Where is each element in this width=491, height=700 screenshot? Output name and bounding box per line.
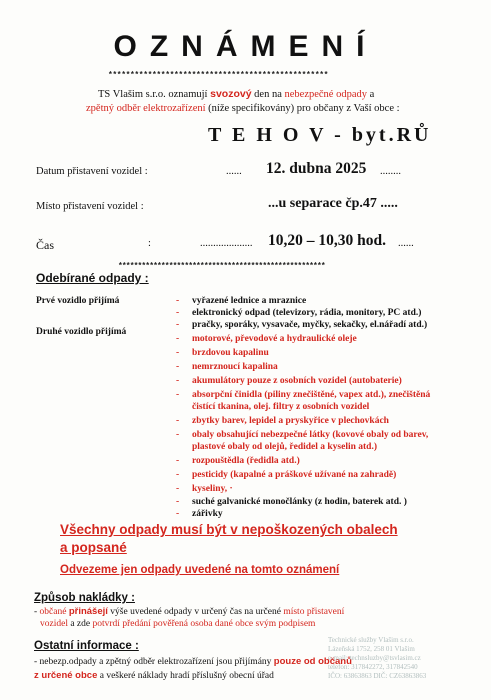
intro-rest: (níže specifikovány) pro občany z Vaší obce : [205,103,400,114]
notice-packaging-line-1: Všechny odpady musí být v nepoškozených obalech [60,522,398,537]
time-dots: .................... [200,238,253,249]
intro-company: TS Vlašim s.r.o. oznamují [98,89,211,100]
list-item: - akumulátory pouze z osobních vozidel (autobaterie) [176,376,402,386]
intro-line-1 [98,88,374,100]
list-item: - vyřazené lednice a mraznice [176,296,307,306]
location-value: ...u separace čp.47 ..... [268,196,398,211]
intro-svozovy: svozový [210,88,252,100]
vehicle2-label: Druhé vozidlo přijímá [36,327,127,337]
time-colon: : [148,238,151,249]
loading-line-1: - občané přinášejí výše uvedené odpady v určený čas na určené místo přistavení [34,606,345,617]
other-header: Ostatní informace : [34,640,139,652]
date-tail: ........ [380,166,401,177]
list-item: - brzdovou kapalinu [176,348,269,358]
intro-nebezpecne: nebezpečné odpady [284,89,367,100]
list-item: - rozpouštědla (ředidla atd.) [176,456,300,466]
list-item: - zbytky barev, lepidel a pryskyřice v plechovkách [176,416,389,426]
company-stamp: Technické služby Vlašim s.r.o. Lázeňská 1752, 258 01 Vlašim e-mail: technsluzby@tsvlasim.cz telefon: 317842272, 317842540 IČO: 63863863 DIČ: CZ63863863 [328,636,427,680]
notice-packaging-line-2: a popsané [60,540,127,555]
list-item-continued: plastové obaly od olejů, ředidel a kyselin atd.) [192,442,377,452]
intro-zpetny: zpětný odběr elektrozařízení [86,103,206,114]
list-item: - motorové, převodové a hydraulické oleje [176,334,357,344]
waste-header: Odebírané odpady : [36,271,149,285]
list-item: - pesticidy (kapalné a práškové užívané na zahradě) [176,470,397,480]
time-value: 10,20 – 10,30 hod. [268,232,386,249]
intro-a: a [367,89,375,100]
loading-header: Způsob nakládky : [34,592,135,604]
list-item: - obaly obsahující nebezpečné látky (kovové obaly od barev, [176,430,429,440]
list-item: - absorpční činidla (piliny znečištěné, vapex atd.), znečištěná [176,390,431,400]
intro-line-2 [86,103,400,114]
list-item: - nemrznoucí kapalina [176,362,278,372]
list-item: - kyseliny, · [176,484,233,494]
star-divider-top: ************************************************** [108,71,329,80]
location-label: Místo přistavení vozidel : [36,201,144,212]
notice-only-listed: Odvezeme jen odpady uvedené na tomto oznámení [60,564,340,576]
place-name: T E H O V - byt.RŮ [208,124,432,146]
time-tail: ...... [398,238,414,249]
loading-line-2: vozidel a zde potvrdí předání pověřená osoba dané obce svým podpisem [40,619,316,629]
list-item: - elektronický odpad (televizory, rádia, monitory, PC atd.) [176,308,422,318]
time-label: Čas [36,238,54,252]
date-label: Datum přistavení vozidel : [36,166,148,177]
page-title: OZNÁMENÍ [113,30,378,63]
list-item: - pračky, sporáky, vysavače, myčky, sekačky, el.nářadí atd.) [176,320,428,330]
star-divider-mid: ***************************************************** [118,262,325,271]
other-line-2: z určené obce a veškeré náklady hradí příslušný obecní úřad [34,670,274,681]
intro-den-na: den na [251,89,285,100]
other-line-1: - nebezp.odpady a zpětný odběr elektrozařízení jsou přijímány pouze od občanů [34,656,352,667]
vehicle1-label: Prvé vozidlo přijímá [36,296,120,306]
date-value: 12. dubna 2025 [266,160,367,177]
list-item-continued: čistící tkanina, olej. filtry z osobních vozidel [192,402,370,412]
list-item: - zářivky [176,509,223,519]
date-dots: ...... [226,166,242,177]
list-item: - suché galvanické monočlánky (z hodin, baterek atd. ) [176,497,407,507]
